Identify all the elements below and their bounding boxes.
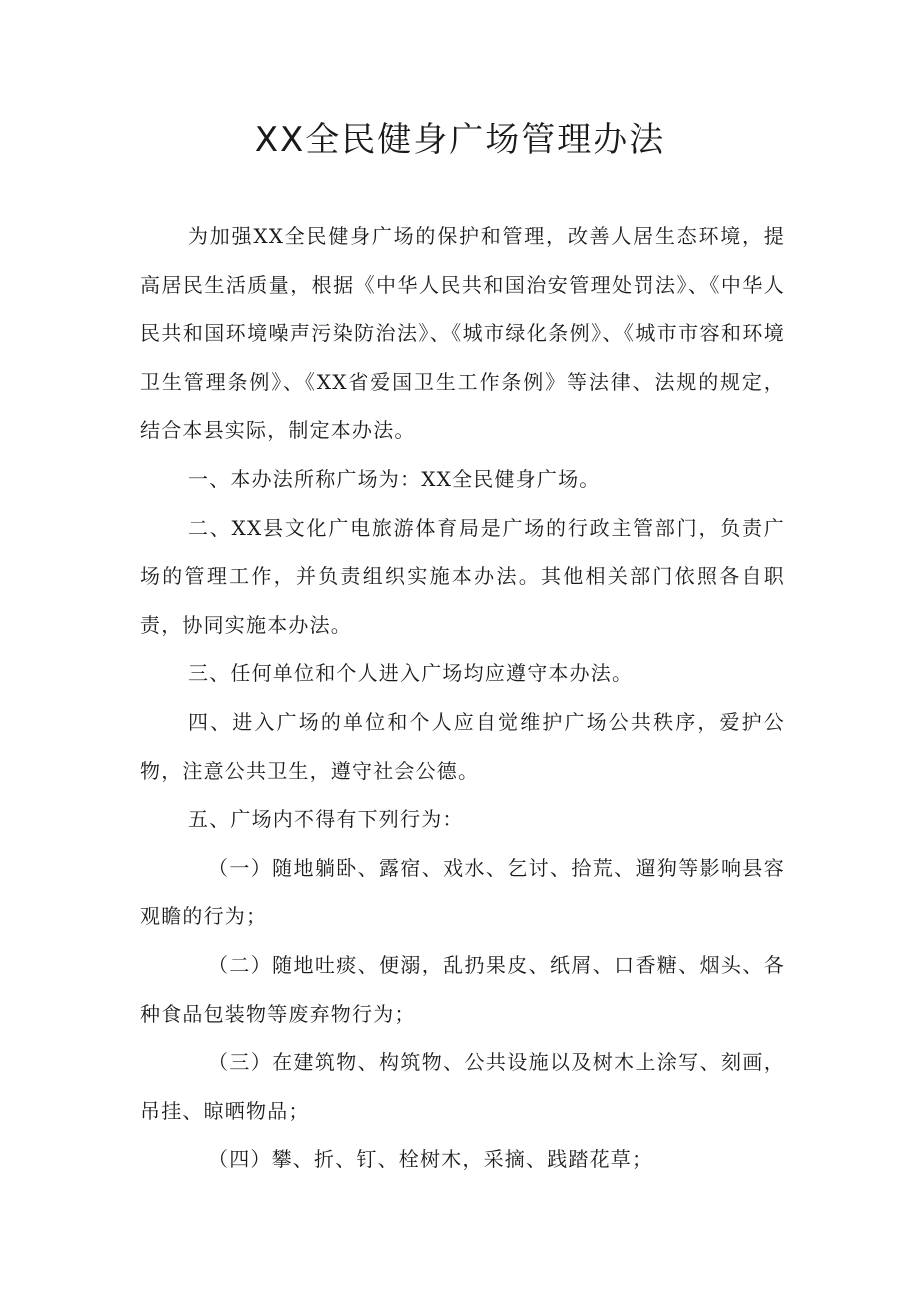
document-title: XX全民健身广场管理办法 xyxy=(254,120,666,160)
paragraph-article-4: 四、进入广场的单位和个人应自觉维护广场公共秩序，爱护公物，注意公共卫生，遵守社会公德。 xyxy=(140,709,785,783)
document-body xyxy=(140,212,785,1184)
paragraph-article-3: 三、任何单位和个人进入广场均应遵守本办法。 xyxy=(188,661,634,686)
paragraph-article-1: 一、本办法所称广场为：XX全民健身广场。 xyxy=(188,466,601,491)
paragraph-article-2: 二、XX县文化广电旅游体育局是广场的行政主管部门，负责广场的管理工作，并负责组织实施本办法。其他相关部门依照各自职责，协同实施本办法。 xyxy=(140,515,785,637)
paragraph-preamble: 为加强XX全民健身广场的保护和管理，改善人居生态环境，提高居民生活质量，根据《中华人民共和国治安管理处罚法》、《中华人民共和国环境噪声污染防治法》、《城市绿化条例》、《城市市容和环境卫生管理条例》、《XX省爱国卫生工作条例》等法律、法规的规定，结合本县实际，制定本办法。 xyxy=(140,224,785,443)
paragraph-item-4: （四）攀、折、钉、栓树木，采摘、践踏花草； xyxy=(208,1147,654,1172)
paragraph-article-5: 五、广场内不得有下列行为： xyxy=(188,807,464,832)
paragraph-item-1: （一）随地躺卧、露宿、戏水、乞讨、拾荒、遛狗等影响县容观瞻的行为； xyxy=(140,855,785,929)
paragraph-item-3: （三）在建筑物、构筑物、公共设施以及树木上涂写、刻画，吊挂、晾晒物品； xyxy=(140,1050,785,1123)
paragraph-item-2: （二）随地吐痰、便溺，乱扔果皮、纸屑、口香糖、烟头、各种食品包装物等废弃物行为； xyxy=(140,952,785,1026)
